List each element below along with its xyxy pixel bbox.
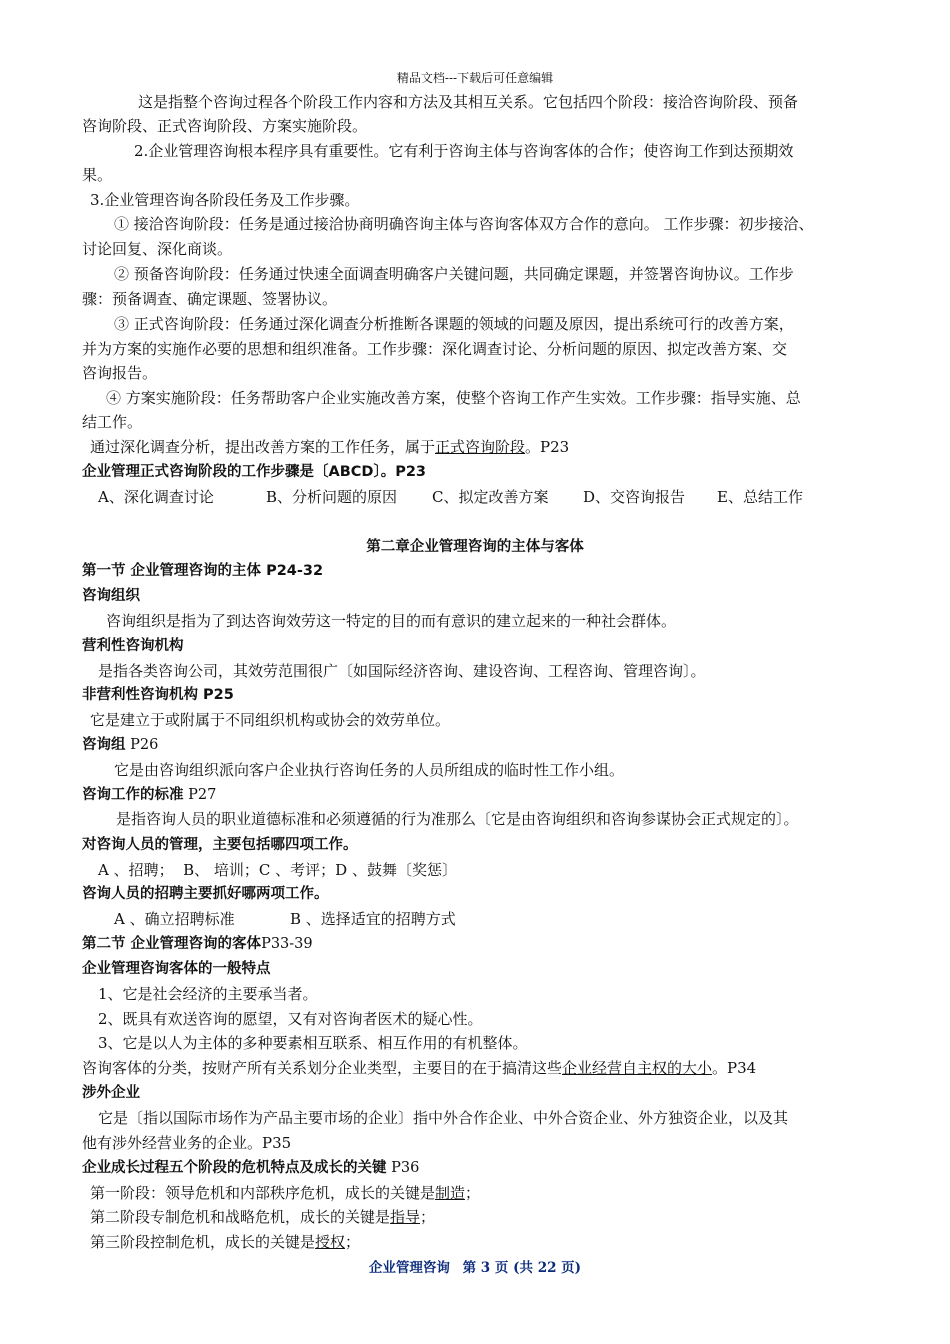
stage-4-line-a: ④ 方案实施阶段：任务帮助客户企业实施改善方案，使整个咨询工作产生实效。工作步骤：指导实施、总 bbox=[106, 389, 801, 407]
stage-1-line-b: 讨论回复、深化商谈。 bbox=[82, 240, 233, 258]
question-work-steps: 企业管理正式咨询阶段的工作步骤是〔ABCD〕。P23 bbox=[82, 464, 427, 480]
text-consulting-org: 咨询组织是指为了到达咨询效劳这一特定的目的而有意识的建立起来的一种社会群体。 bbox=[106, 612, 677, 630]
text-foreign-enterprise-b: 他有涉外经营业务的企业。P35 bbox=[82, 1134, 292, 1152]
growth-stage-3: 第三阶段控制危机，成长的关键是授权； bbox=[90, 1233, 361, 1251]
point-2-line-a: 2.企业管理咨询根本程序具有重要性。它有利于咨询主体与咨询客体的合作；使咨询工作到达预期效 bbox=[134, 142, 794, 160]
heading-work-standard: 咨询工作的标准 P27 bbox=[82, 787, 217, 803]
question-formal-stage: 通过深化调查分析，提出改善方案的工作任务，属于正式咨询阶段。P23 bbox=[90, 438, 570, 456]
heading-profit-org: 营利性咨询机构 bbox=[82, 638, 184, 654]
header-note: 精品文档---下载后可任意编辑 bbox=[396, 71, 554, 85]
stage-3-line-a: ③ 正式咨询阶段：任务通过深化调查分析推断各课题的领域的问题及原因，提出系统可行的改善方案， bbox=[114, 315, 794, 333]
stage-4-line-b: 结工作。 bbox=[82, 413, 143, 431]
text-recruitment bbox=[82, 909, 920, 929]
growth-stage-1: 第一阶段：领导危机和内部秩序危机，成长的关键是制造； bbox=[90, 1184, 481, 1202]
feature-2: 2、既具有欢送咨询的愿望，又有对咨询者医术的疑心性。 bbox=[98, 1010, 483, 1028]
answer-stage-2: 指导 bbox=[390, 1208, 421, 1226]
intro-line-2: 咨询阶段、正式咨询阶段、方案实施阶段。 bbox=[82, 117, 368, 135]
stage-3-line-c: 咨询报告。 bbox=[82, 364, 158, 382]
text-work-standard: 是指咨询人员的职业道德标准和必须遵循的行为准那么〔它是由咨询组织和咨询参谋协会正式规定的〕。 bbox=[116, 810, 799, 828]
option-c: C、拟定改善方案 bbox=[432, 488, 549, 506]
section-1-title: 第一节 企业管理咨询的主体 P24-32 bbox=[82, 563, 324, 579]
recruitment-item-b: B 、选择适宜的招聘方式 bbox=[290, 910, 456, 928]
answer-formal-stage: 正式咨询阶段 bbox=[435, 438, 526, 456]
text-foreign-enterprise-a: 它是〔指以国际市场作为产品主要市场的企业〕指中外合作企业、中外合资企业、外方独资企业，以及其 bbox=[98, 1109, 789, 1127]
option-e: E、总结工作 bbox=[717, 488, 803, 506]
growth-stage-2: 第二阶段专制危机和战略危机，成长的关键是指导； bbox=[90, 1208, 436, 1226]
heading-consulting-group: 咨询组 P26 bbox=[82, 737, 159, 753]
option-a: A、深化调查讨论 bbox=[98, 488, 214, 506]
stage-2-line-b: 骤：预备调查、确定课题、签署协议。 bbox=[82, 290, 338, 308]
option-d: D、交咨询报告 bbox=[583, 488, 686, 506]
answer-autonomy: 企业经营自主权的大小 bbox=[562, 1059, 713, 1077]
heading-growth-stages: 企业成长过程五个阶段的危机特点及成长的关键 P36 bbox=[82, 1160, 420, 1176]
intro-line-1: 这是指整个咨询过程各个阶段工作内容和方法及其相互关系。它包括四个阶段：接洽咨询阶段、预备 bbox=[138, 93, 799, 111]
footer-doc-title: 企业管理咨询 bbox=[368, 1260, 450, 1276]
text-client-classification: 咨询客体的分类，按财产所有关系划分企业类型，主要目的在于搞清这些企业经营自主权的大小。P34 bbox=[82, 1059, 757, 1077]
point-2-line-b: 果。 bbox=[82, 166, 113, 184]
footer-page-number: 第 3 页 (共 22 页) bbox=[462, 1260, 582, 1276]
heading-staff-management: 对咨询人员的管理，主要包括哪四项工作。 bbox=[82, 837, 358, 853]
option-b: B、分析问题的原因 bbox=[266, 488, 398, 506]
text-nonprofit-org: 它是建立于或附属于不同组织机构或协会的效劳单位。 bbox=[90, 711, 451, 729]
text-staff-management: A 、招聘； B、 培训；C 、考评；D 、鼓舞〔奖惩〕 bbox=[98, 861, 457, 879]
chapter-title: 第二章企业管理咨询的主体与客体 bbox=[366, 539, 584, 555]
answer-stage-1: 制造 bbox=[435, 1184, 466, 1202]
heading-nonprofit-org: 非营利性咨询机构 P25 bbox=[82, 687, 234, 703]
heading-foreign-enterprise: 涉外企业 bbox=[82, 1085, 140, 1101]
point-3: 3.企业管理咨询各阶段任务及工作步骤。 bbox=[90, 191, 360, 209]
work-steps-options bbox=[82, 487, 904, 507]
text-profit-org: 是指各类咨询公司，其效劳范围很广〔如国际经济咨询、建设咨询、工程咨询、管理咨询〕。 bbox=[98, 662, 706, 680]
heading-client-features: 企业管理咨询客体的一般特点 bbox=[82, 961, 271, 977]
answer-stage-3: 授权 bbox=[315, 1233, 346, 1251]
text-consulting-group: 它是由咨询组织派向客户企业执行咨询任务的人员所组成的临时性工作小组。 bbox=[114, 761, 625, 779]
heading-consulting-org: 咨询组织 bbox=[82, 588, 140, 604]
stage-3-line-b: 并为方案的实施作必要的思想和组织准备。工作步骤：深化调查讨论、分析问题的原因、拟定改善方案、交 bbox=[82, 340, 788, 358]
feature-1: 1、它是社会经济的主要承当者。 bbox=[98, 985, 318, 1003]
stage-2-line-a: ② 预备咨询阶段：任务通过快速全面调查明确客户关键问题，共同确定课题，并签署咨询协议。工作步 bbox=[114, 265, 794, 283]
feature-3: 3、它是以人为主体的多种要素相互联系、相互作用的有机整体。 bbox=[98, 1034, 528, 1052]
recruitment-item-a: A 、确立招聘标准 bbox=[114, 910, 235, 928]
heading-recruitment: 咨询人员的招聘主要抓好哪两项工作。 bbox=[82, 886, 329, 902]
page-footer bbox=[0, 1258, 950, 1278]
stage-1-line-a: ① 接洽咨询阶段：任务是通过接洽协商明确咨询主体与咨询客体双方合作的意向。 工作步骤：初步接洽、 bbox=[114, 215, 814, 233]
section-2-title: 第二节 企业管理咨询的客体P33-39 bbox=[82, 936, 313, 952]
